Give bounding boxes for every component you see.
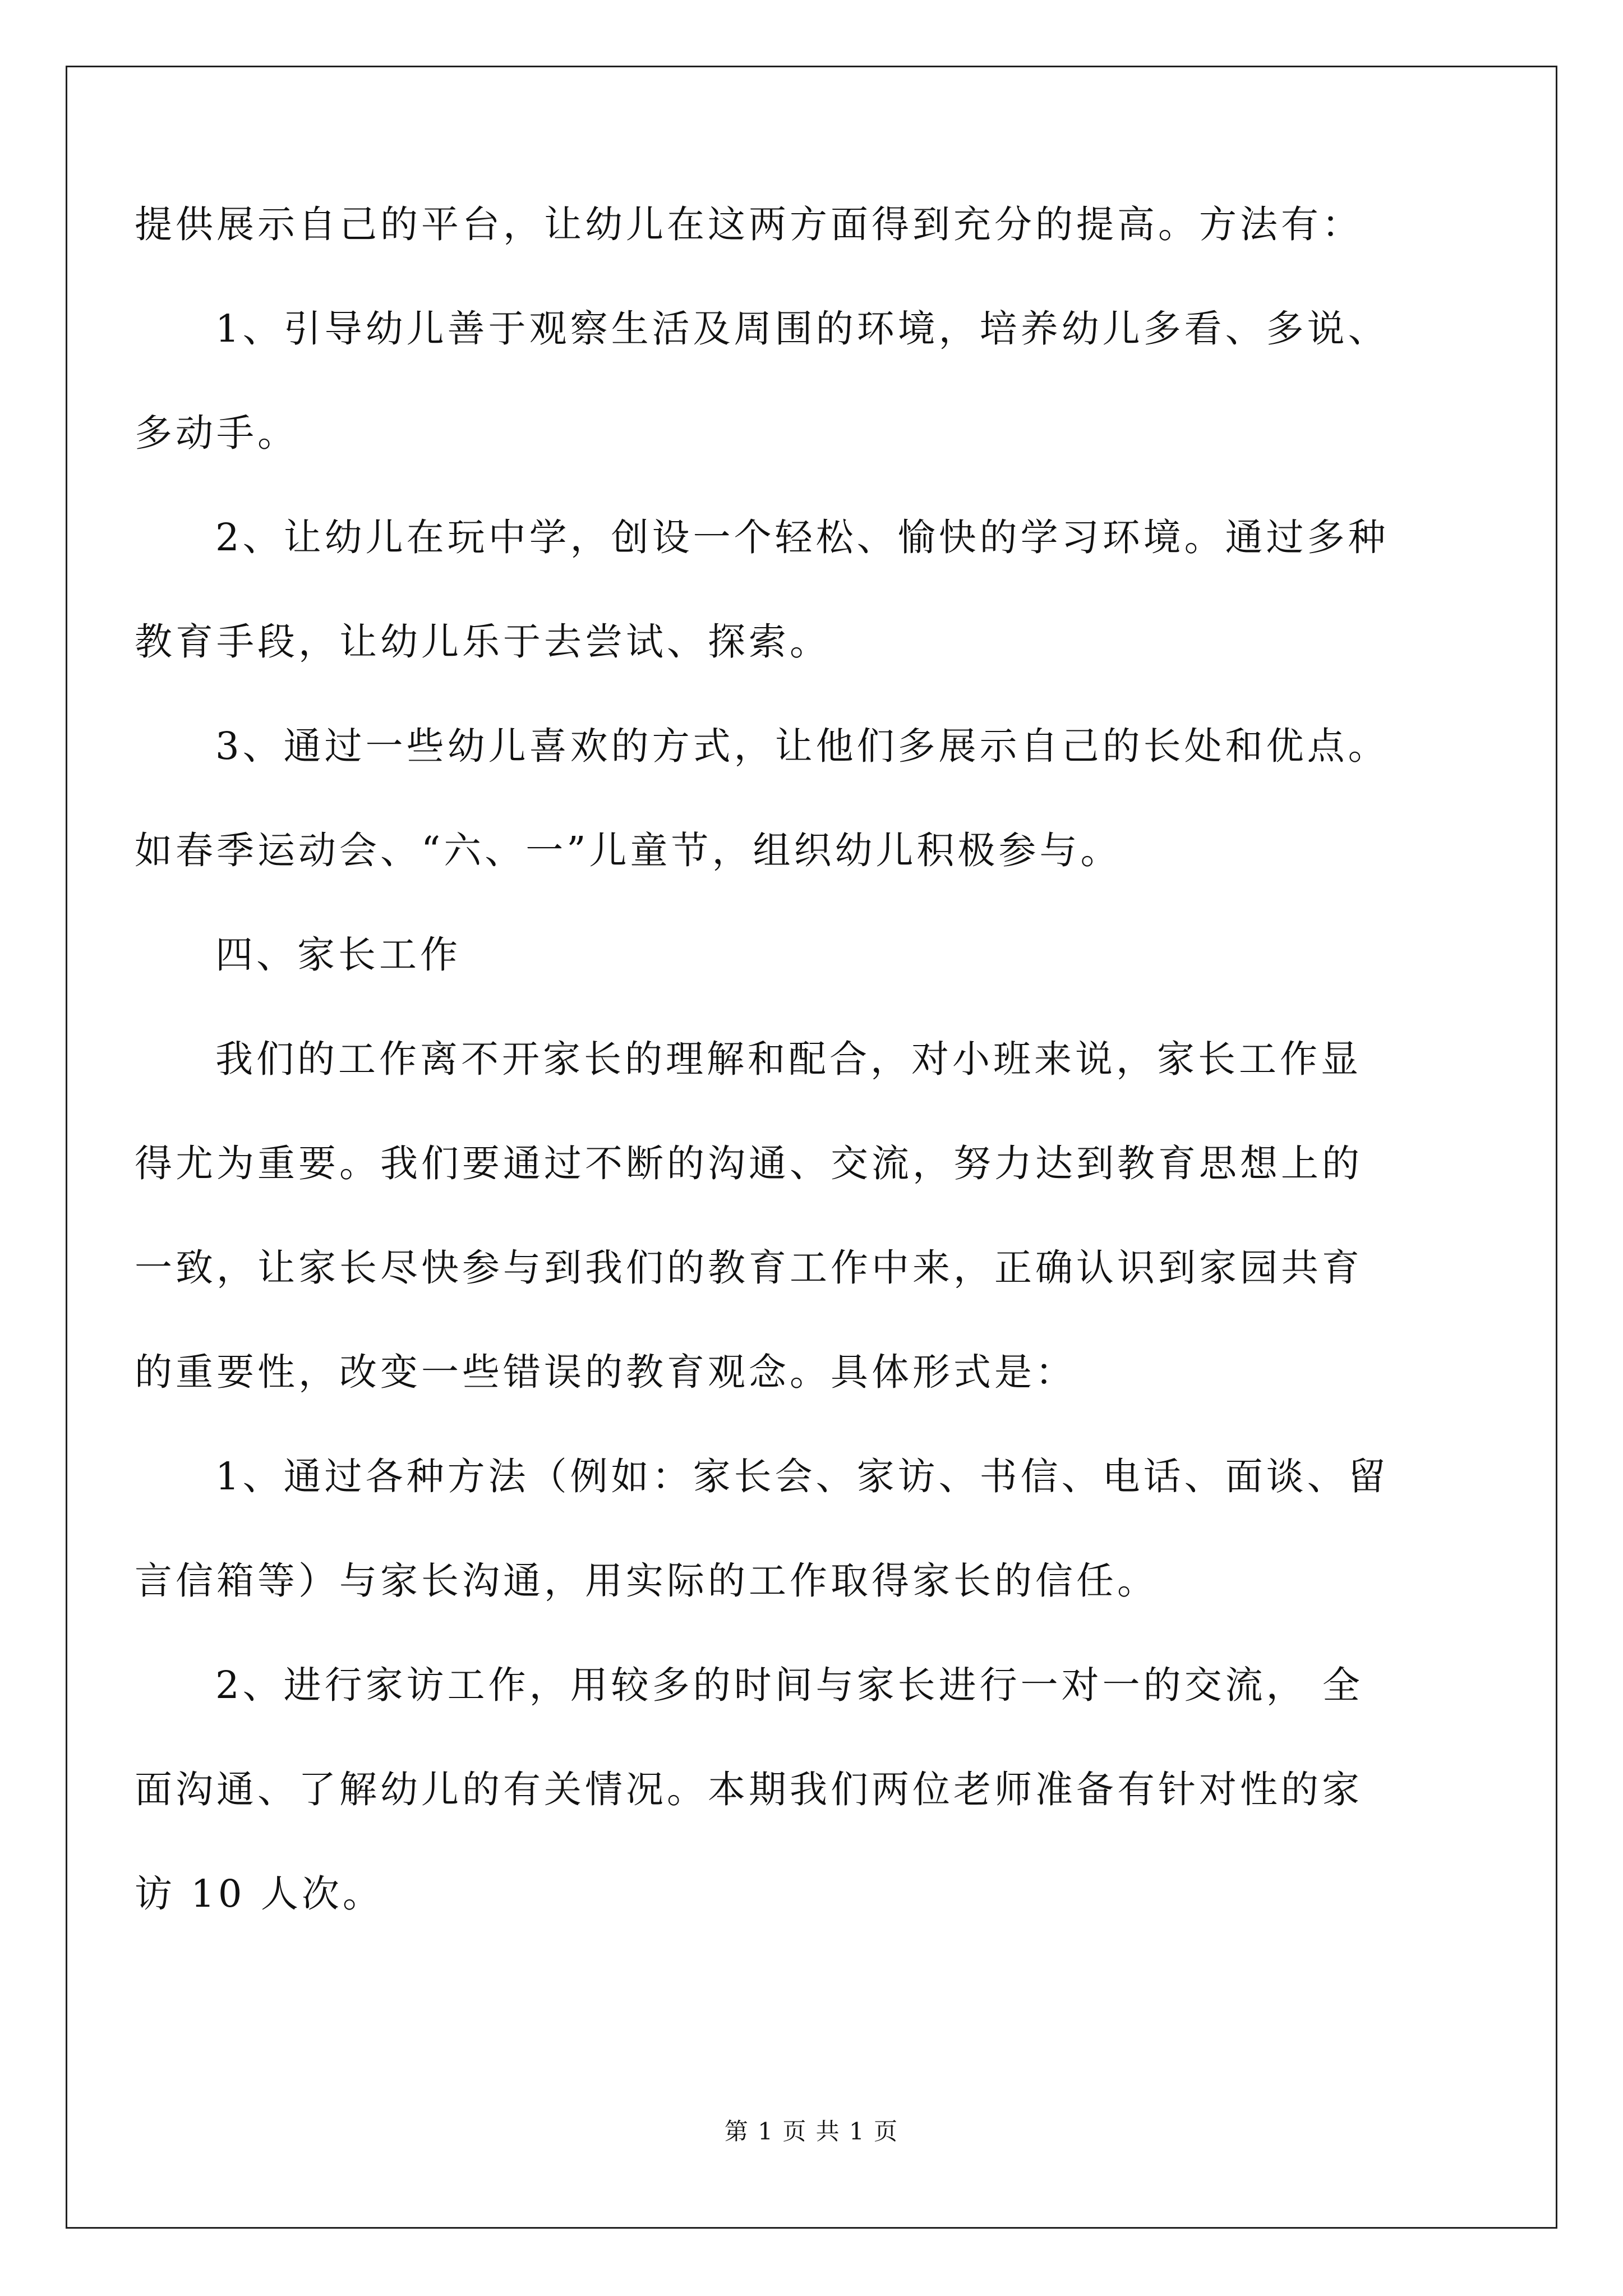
paragraph-line: 访 10 人次。 (135, 1872, 384, 1916)
paragraph-line: 面沟通、了解幼儿的有关情况。本期我们两位老师准备有针对性的家 (135, 1768, 1363, 1811)
paragraph-line: 一致，让家长尽快参与到我们的教育工作中来，正确认识到家园共育 (135, 1246, 1363, 1290)
paragraph-line: 言信箱等）与家长沟通，用实际的工作取得家长的信任。 (135, 1559, 1158, 1603)
paragraph-line: 3、通过一些幼儿喜欢的方式，让他们多展示自己的长处和优点。 (215, 724, 1389, 768)
section-heading: 四、家长工作 (215, 933, 461, 977)
paragraph-line: 1、引导幼儿善于观察生活及周围的环境，培养幼儿多看、多说、 (215, 307, 1389, 351)
paragraph-line: 1、通过各种方法（例如：家长会、家访、书信、电话、面谈、留 (215, 1455, 1389, 1498)
paragraph-line: 得尤为重要。我们要通过不断的沟通、交流，努力达到教育思想上的 (135, 1142, 1363, 1185)
paragraph-line: 2、进行家访工作，用较多的时间与家长进行一对一的交流， 全 (215, 1663, 1363, 1707)
page-footer: 第 1 页 共 1 页 (724, 2118, 899, 2145)
paragraph-line: 我们的工作离不开家长的理解和配合，对小班来说，家长工作显 (215, 1037, 1362, 1081)
paragraph-line: 提供展示自己的平台，让幼儿在这两方面得到充分的提高。方法有： (135, 203, 1363, 246)
paragraph-line: 教育手段，让幼儿乐于去尝试、探索。 (135, 620, 831, 664)
paragraph-line: 的重要性，改变一些错误的教育观念。具体形式是： (135, 1350, 1076, 1394)
paragraph-line: 如春季运动会、“六、一”儿童节，组织幼儿积极参与。 (135, 829, 1122, 872)
paragraph-line: 2、让幼儿在玩中学，创设一个轻松、愉快的学习环境。通过多种 (215, 516, 1389, 559)
paragraph-line: 多动手。 (135, 411, 298, 455)
